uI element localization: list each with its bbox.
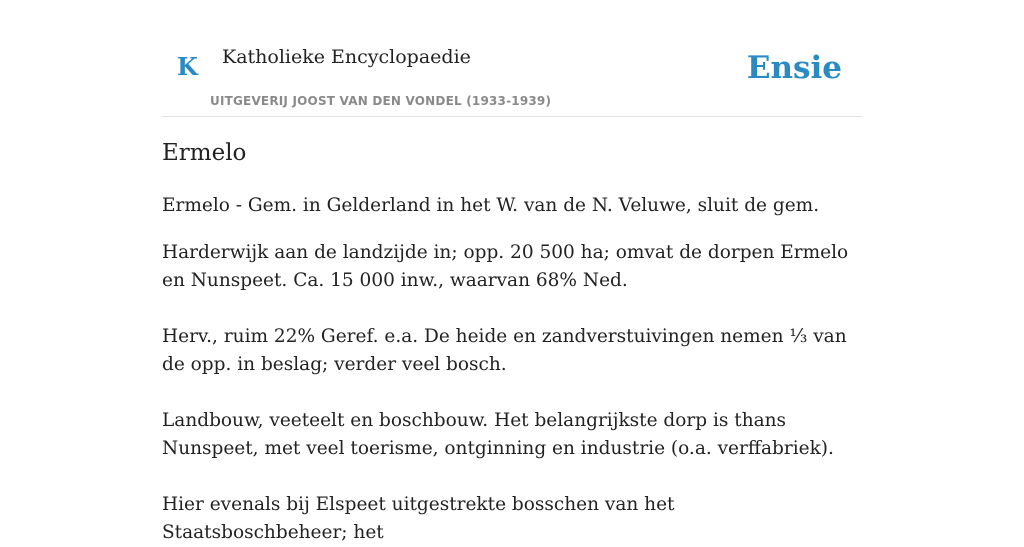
publisher-subtitle: UITGEVERIJ JOOST VAN DEN VONDEL (1933-1939) <box>210 94 552 108</box>
article-paragraph: Harderwijk aan de landzijde in; opp. 20 500 ha; omvat de dorpen Ermelo en Nunspeet. Ca. 15 000 inw., waarvan 68% Ned. <box>162 242 849 291</box>
article-body <box>162 192 862 547</box>
article-title: Ermelo <box>162 140 247 166</box>
article-paragraph: Ermelo - Gem. in Gelderland in het W. van de N. Veluwe, sluit de gem. <box>162 195 820 216</box>
logo-icon[interactable]: K <box>177 52 198 81</box>
site-header <box>162 0 862 117</box>
article-paragraph: Landbouw, veeteelt en boschbouw. Het belangrijkste dorp is thans Nunspeet, met veel toerisme, ontginning en industrie (o.a. verffabriek). <box>162 410 834 459</box>
publication-title[interactable]: Katholieke Encyclopaedie <box>222 46 471 68</box>
article-paragraph: Herv., ruim 22% Geref. e.a. De heide en zandverstuivingen nemen ⅓ van de opp. in beslag; verder veel bosch. <box>162 326 847 375</box>
brand-logo[interactable]: Ensie <box>746 50 842 86</box>
article-paragraph: Hier evenals bij Elspeet uitgestrekte bosschen van het Staatsboschbeheer; het <box>162 494 675 543</box>
page-container <box>162 0 862 543</box>
